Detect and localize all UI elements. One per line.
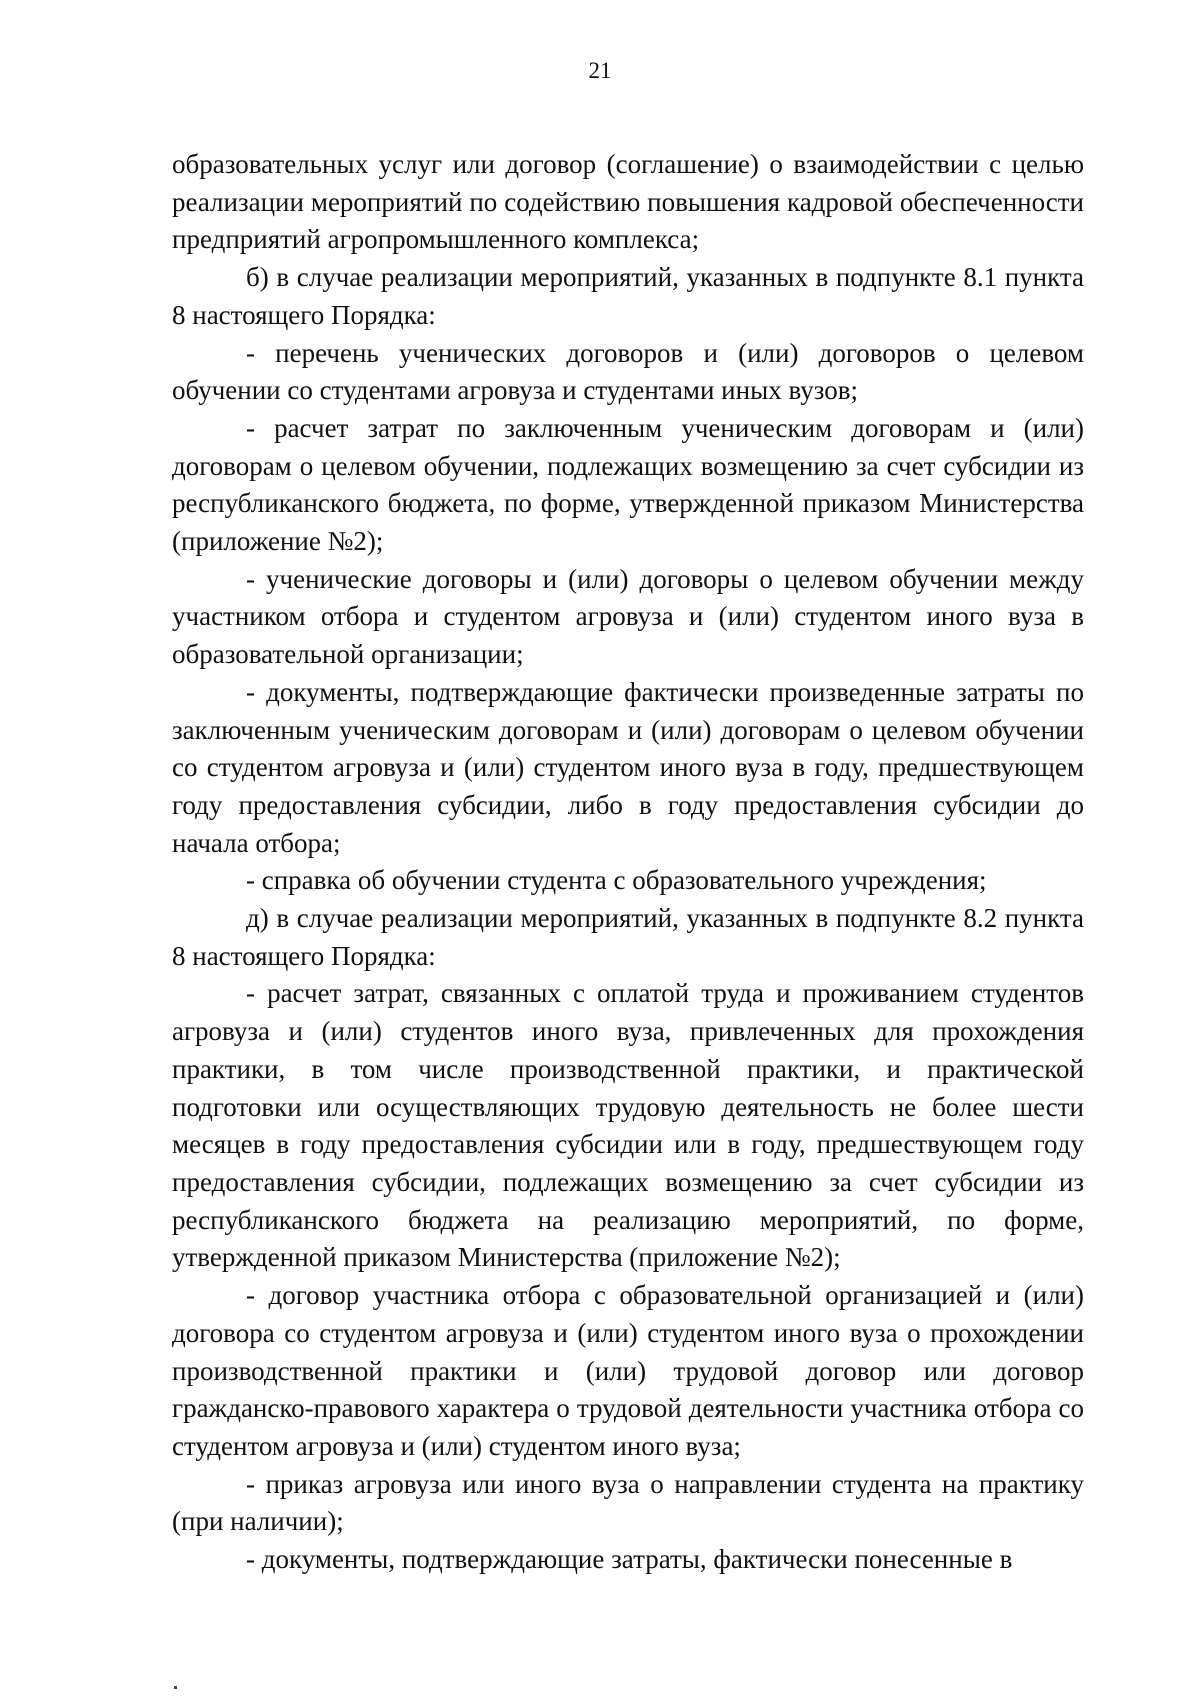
list-item: - перечень ученических договоров и (или) договоров о целевом обучении со студентами агровуза и студентами иных вузов; bbox=[172, 337, 1084, 406]
list-item: - документы, подтверждающие фактически произведенные затраты по заключенным ученическим договорам и (или) договорам о целевом обучении со студентом агровуза и (или) студентом иного вуза в году, предшествующем году предоставления субсидии, либо в году предоставления субсидии до начала отбора; bbox=[172, 676, 1084, 858]
list-item: - расчет затрат по заключенным ученическим договорам и (или) договорам о целевом обучении, подлежащих возмещению за счет субсидии из республиканского бюджета, по форме, утвержденной приказом Министерства (приложение №2); bbox=[172, 412, 1084, 557]
list-item: - расчет затрат, связанных с оплатой труда и проживанием студентов агровуза и (или) студентов иного вуза, привлеченных для прохождения практики, в том числе производственной практики, и практической подготовки или осуществляющих трудовую деятельность не более шести месяцев в году предоставления субсидии или в году, предшествующем году предоставления субсидии, подлежащих возмещению за счет субсидии из республиканского бюджета на реализацию мероприятий, по форме, утвержденной приказом Министерства (приложение №2); bbox=[172, 978, 1084, 1273]
list-item: - приказ агровуза или иного вуза о направлении студента на практику (при наличии); bbox=[172, 1468, 1084, 1537]
list-item: - документы, подтверждающие затраты, фактически понесенные в bbox=[246, 1544, 1013, 1575]
list-item: - справка об обучении студента с образовательного учреждения; bbox=[246, 865, 987, 896]
list-item: - ученические договоры и (или) договоры о целевом обучении между участником отбора и студентом агровуза и (или) студентом иного вуза в образовательной организации; bbox=[172, 563, 1084, 670]
paragraph: д) в случае реализации мероприятий, указанных в подпункте 8.2 пункта 8 настоящего Порядка: bbox=[172, 903, 1084, 971]
document-body bbox=[172, 146, 1084, 1579]
list-item: - договор участника отбора с образовательной организацией и (или) договора со студентом агровуза и (или) студентом иного вуза о прохождении производственной практики и (или) трудовой договор или договор гражданско-правового характера о трудовой деятельности участника отбора со студентом агровуза и (или) студентом иного вуза; bbox=[172, 1280, 1084, 1461]
paragraph: образовательных услуг или договор (соглашение) о взаимодействии с целью реализации мероприятий по содействию повышения кадровой обеспеченности предприятий агропромышленного комплекса; bbox=[172, 149, 1084, 255]
page-number: 21 bbox=[588, 58, 612, 83]
scan-artifact bbox=[174, 1686, 177, 1689]
paragraph: б) в случае реализации мероприятий, указанных в подпункте 8.1 пункта 8 настоящего Порядка: bbox=[172, 262, 1084, 330]
